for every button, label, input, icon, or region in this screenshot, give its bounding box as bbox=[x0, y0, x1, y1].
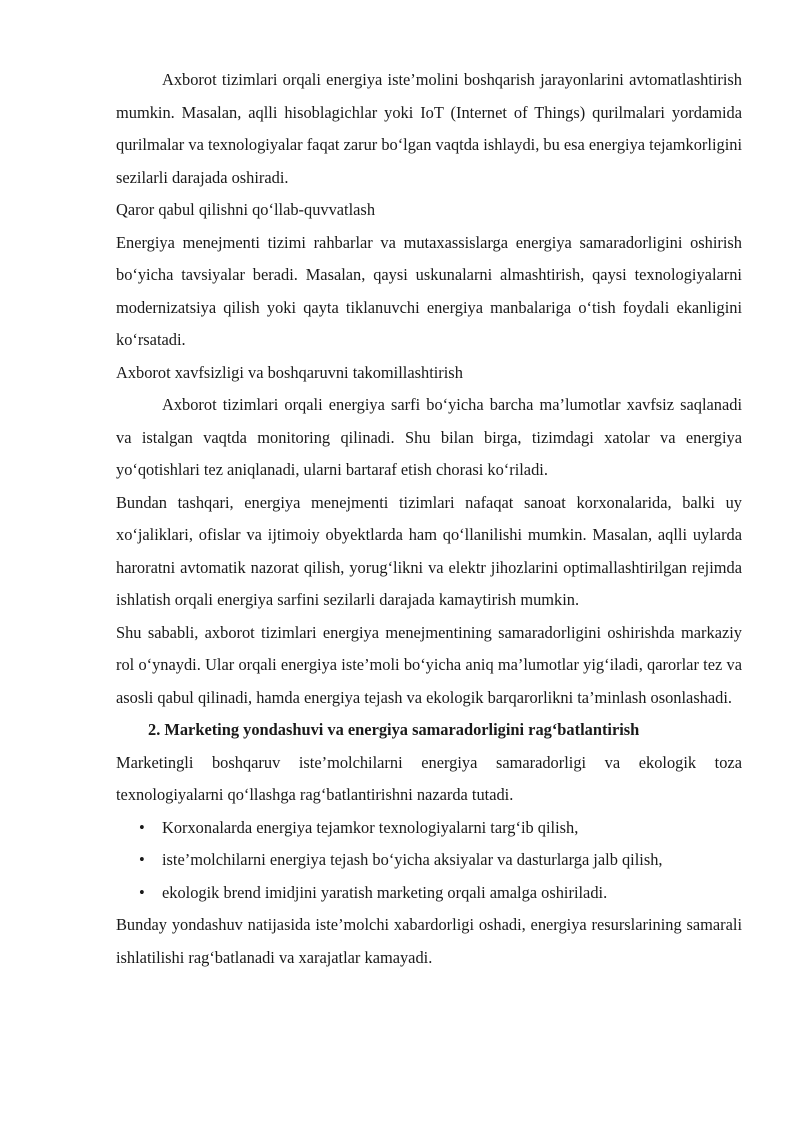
list-item-text: ekologik brend imidjini yaratish marketing orqali amalga oshiriladi. bbox=[162, 882, 608, 902]
bullet-list bbox=[116, 812, 742, 910]
paragraph: Shu sababli, axborot tizimlari energiya menejmentining samaradorligini oshirishda markaziy rol o‘ynaydi. Ular orqali energiya iste’moli bo‘yicha aniq ma’lumotlar yig‘iladi, qarorlar tez va asosli qabul qilinadi, hamda energiya tejash va ekologik barqarorlikni ta’minlash osonlashadi. bbox=[116, 622, 742, 707]
list-item bbox=[116, 812, 742, 845]
document-page bbox=[116, 64, 742, 974]
list-item-text: iste’molchilarni energiya tejash bo‘yicha aksiyalar va dasturlarga jalb qilish, bbox=[162, 850, 663, 869]
list-item-text: Korxonalarda energiya tejamkor texnologiyalarni targ‘ib qilish, bbox=[162, 817, 579, 837]
subheading-security: Axborot xavfsizligi va boshqaruvni takomillashtirish bbox=[116, 362, 463, 382]
bullet-icon: • bbox=[139, 850, 145, 869]
paragraph: Marketingli boshqaruv iste’molchilarni energiya samaradorligi va ekologik toza texnologiyalarni qo‘llashga rag‘batlantirishni nazarda tutadi. bbox=[116, 752, 742, 804]
list-item bbox=[116, 877, 742, 910]
paragraph: Axborot tizimlari orqali energiya iste’molini boshqarish jarayonlarini avtomatlashtirish mumkin. Masalan, aqlli hisoblagichlar yoki IoT (Internet of Things) qurilmalari yordamida qurilmalar va texnologiyalar faqat zarur bo‘lgan vaqtda ishlaydi, bu esa energiya tejamkorligini sezilarli darajada oshiradi. bbox=[116, 70, 742, 187]
bullet-icon: • bbox=[139, 882, 145, 902]
paragraph: Bunday yondashuv natijasida iste’molchi xabardorligi oshadi, energiya resurslarining samarali ishlatilishi rag‘batlanadi va xarajatlar kamayadi. bbox=[116, 915, 742, 967]
bullet-icon: • bbox=[139, 817, 145, 837]
list-item bbox=[116, 844, 742, 877]
paragraph: Energiya menejmenti tizimi rahbarlar va mutaxassislarga energiya samaradorligini oshirish bo‘yicha tavsiyalar beradi. Masalan, qaysi uskunalarni almashtirish, qaysi texnologiyalarni modernizatsiya qilish yoki qayta tiklanuvchi energiya manbalariga o‘tish foydali ekanligini ko‘rsatadi. bbox=[116, 232, 742, 349]
subheading-decision-support: Qaror qabul qilishni qo‘llab-quvvatlash bbox=[116, 200, 376, 219]
paragraph: Axborot tizimlari orqali energiya sarfi bo‘yicha barcha ma’lumotlar xavfsiz saqlanadi va istalgan vaqtda monitoring qilinadi. Shu bilan birga, tizimdagi xatolar va energiya yo‘qotishlari tez aniqlanadi, ularni bartaraf etish chorasi ko‘riladi. bbox=[116, 395, 742, 479]
section-heading: 2. Marketing yondashuvi va energiya samaradorligini rag‘batlantirish bbox=[148, 720, 640, 739]
paragraph: Bundan tashqari, energiya menejmenti tizimlari nafaqat sanoat korxonalarida, balki uy xo‘jaliklari, ofislar va ijtimoiy obyektlarda ham qo‘llanilishi mumkin. Masalan, aqlli uylarda haroratni avtomatik nazorat qilish, yorug‘likni va elektr jihozlarini optimallashtirilgan rejimda ishlatish orqali energiya sarfini sezilarli darajada kamaytirish mumkin. bbox=[116, 492, 742, 609]
